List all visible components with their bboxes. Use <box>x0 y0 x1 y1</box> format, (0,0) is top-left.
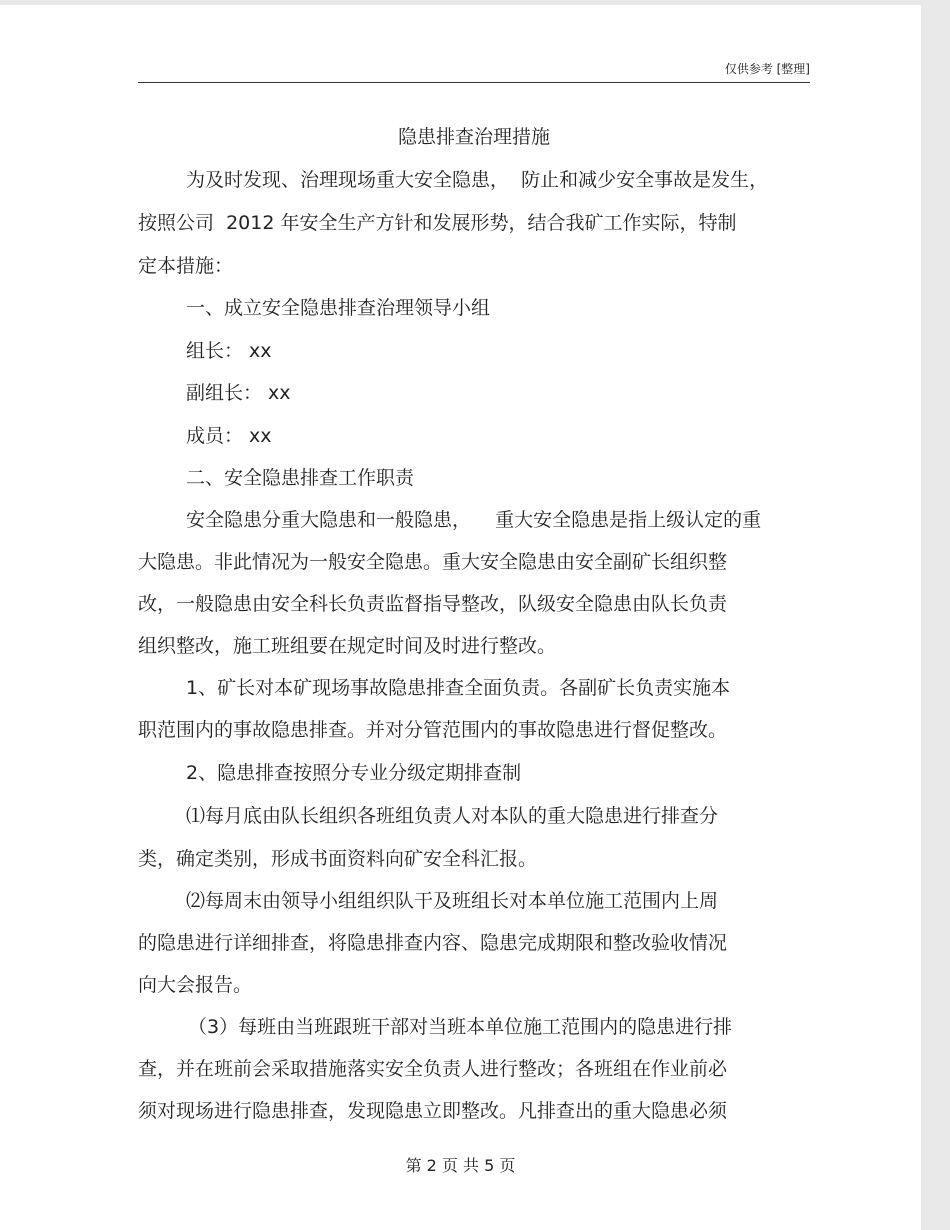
body-line: 向大会报告。 <box>138 974 253 996</box>
body-line: 安全隐患分重大隐患和一般隐患， 重大安全隐患是指上级认定的重 <box>186 509 762 531</box>
page-number: 第 2 页 共 5 页 <box>405 1156 516 1175</box>
body-line: 按照公司 2012 年安全生产方针和发展形势，结合我矿工作实际，特制 <box>138 212 737 234</box>
body-line: 类，确定类别，形成书面资料向矿安全科汇报。 <box>138 848 538 870</box>
header-divider <box>138 82 810 83</box>
document-title: 隐患排查治理措施 <box>397 126 550 148</box>
body-line: 组长： xx <box>186 340 272 362</box>
body-line: 组织整改，施工班组要在规定时间及时进行整改。 <box>138 635 557 657</box>
body-line: 成员： xx <box>186 425 272 447</box>
body-line: 大隐患。非此情况为一般安全隐患。重大安全隐患由安全副矿长组织整 <box>138 551 728 573</box>
document-page <box>0 5 921 1230</box>
body-line: 1、矿长对本矿现场事故隐患排查全面负责。各副矿长负责实施本 <box>186 677 731 699</box>
body-line: 查，并在班前会采取措施落实安全负责人进行整改；各班组在作业前必 <box>138 1058 728 1080</box>
body-line: ⑴每月底由队长组织各班组负责人对本队的重大隐患进行排查分 <box>186 805 719 827</box>
section-heading: 一、成立安全隐患排查治理领导小组 <box>186 297 491 319</box>
body-line: 副组长： xx <box>186 382 291 404</box>
body-line: （3）每班由当班跟班干部对当班本单位施工范围内的隐患进行排 <box>188 1016 733 1038</box>
section-heading: 二、安全隐患排查工作职责 <box>186 467 415 489</box>
body-line: 改，一般隐患由安全科长负责监督指导整改，队级安全隐患由队长负责 <box>138 593 728 615</box>
body-line: 须对现场进行隐患排查，发现隐患立即整改。凡排查出的重大隐患必须 <box>138 1100 728 1122</box>
body-line: 2、隐患排查按照分专业分级定期排查制 <box>186 762 522 784</box>
body-line: ⑵每周末由领导小组组织队干及班组长对本单位施工范围内上周 <box>186 890 719 912</box>
body-line: 职范围内的事故隐患排查。并对分管范围内的事故隐患进行督促整改。 <box>138 719 728 741</box>
body-line: 定本措施： <box>138 255 234 277</box>
body-line: 的隐患进行详细排查，将隐患排查内容、隐患完成期限和整改验收情况 <box>138 932 728 954</box>
header-note: 仅供参考 [整理] <box>724 62 810 76</box>
body-line: 为及时发现、治理现场重大安全隐患， 防止和减少安全事故是发生， <box>186 169 769 191</box>
